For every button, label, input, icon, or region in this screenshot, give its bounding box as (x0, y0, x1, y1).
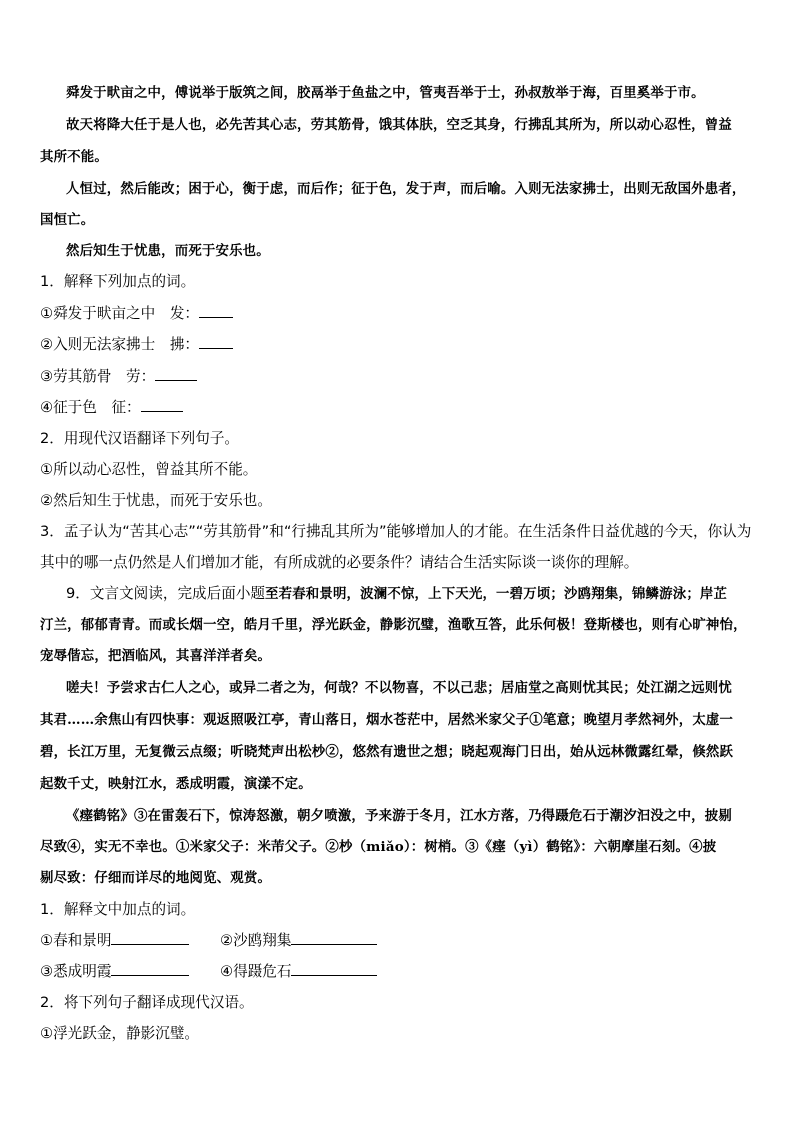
question2-item1: ①所以动心忍性，曾益其所不能。 (40, 461, 258, 478)
question3-line1: 3．孟子认为“苦其心志”“劳其筋骨”和“行拂乱其所为”能够增加人的才能。在生活条件日益优越的今天，你认为 (40, 523, 752, 540)
answer-blank[interactable] (111, 961, 189, 976)
question5-item1: ①浮光跃金，静影沉璧。 (40, 1025, 200, 1042)
passage1-para2-line1: 故天将降大任于是人也，必先苦其心志，劳其筋骨，饿其体肤，空乏其身，行拂乱其所为，所以动心忍性，曾益 (66, 117, 732, 133)
question4-title: 1．解释文中加点的词。 (40, 901, 196, 918)
passage2-line2: 汀兰，郁郁青青。而或长烟一空，皓月千里，浮光跃金，静影沉璧，渔歌互答，此乐何极！登斯楼也，则有心旷神怡， (40, 617, 747, 633)
question4-row1: ①春和景明 ②沙鸥翔集 (40, 929, 762, 950)
passage1-para2-line2: 其所不能。 (40, 149, 108, 165)
passage1-para3-line2: 国恒亡。 (40, 212, 95, 228)
passage1-para4: 然后知生于忧患，而死于安乐也。 (66, 243, 270, 259)
question4-row2: ③悉成明霞 ④得蹑危石 (40, 960, 762, 981)
passage2-line9-notes: 尽致④，实无不幸也。①米家父子：米芾父子。②杪（miǎo）：树梢。③《瘗（yì）鹤铭》：六朝摩崖石刻。④披 (40, 839, 717, 855)
question1-item2: ②入则无法家拂士 拂： (40, 333, 762, 354)
passage1-para3-line1: 人恒过，然后能改；困于心，衡于虑，而后作；征于色，发于声，而后喻。入则无法家拂士，出则无敌国外患者， (66, 181, 746, 197)
passage2-line8: 《瘗鹤铭》③在雷轰石下，惊涛怒激，朝夕喷激，予来游于冬月，江水方落，乃得蹑危石于潮汐汩没之中，披剔 (66, 808, 732, 824)
answer-blank[interactable] (291, 930, 377, 945)
section9-heading: 9．文言文阅读，完成后面小题 (66, 585, 266, 602)
answer-blank[interactable] (291, 961, 377, 976)
question3-line2: 其中的哪一点仍然是人们增加才能，有所成就的必要条件？请结合生活实际谈一谈你的理解。 (40, 554, 639, 571)
answer-blank[interactable] (199, 303, 233, 318)
question1-item4: ④征于色 征： (40, 396, 762, 417)
passage2-line6: 碧，长江万里，无复微云点缀；听晓梵声出松杪②，悠然有遗世之想；晓起观海门日出，始从远林微露红晕，倏然跃 (40, 744, 734, 760)
answer-blank[interactable] (155, 366, 197, 381)
question1-item1: ①舜发于畎亩之中 发： (40, 302, 762, 323)
passage2-line5: 其君……余焦山有四快事：观返照吸江亭，青山落日，烟水苍茫中，居然米家父子①笔意；晚望月孝然祠外，太虚一 (40, 712, 734, 728)
question1-item3: ③劳其筋骨 劳： (40, 365, 762, 386)
answer-blank[interactable] (141, 397, 183, 412)
answer-blank[interactable] (111, 930, 189, 945)
question2-title: 2．用现代汉语翻译下列句子。 (40, 430, 240, 447)
passage2-line3: 宠辱偕忘，把酒临风，其喜洋洋者矣。 (40, 648, 272, 664)
question1-title: 1．解释下列加点的词。 (40, 273, 196, 290)
answer-blank[interactable] (199, 334, 233, 349)
passage2-line10-notes: 剔尽致：仔细而详尽的地阅览、观赏。 (40, 870, 272, 886)
question2-item2: ②然后知生于忧患，而死于安乐也。 (40, 492, 272, 509)
passage2-line1: 9．文言文阅读，完成后面小题至若春和景明，波澜不惊，上下天光，一碧万顷；沙鸥翔集，锦鳞游泳；岸芷 (66, 585, 728, 602)
question5-title: 2．将下列句子翻译成现代汉语。 (40, 994, 254, 1011)
passage2-line4: 嗟夫！予尝求古仁人之心，或异二者之为，何哉？不以物喜，不以己悲；居庙堂之高则忧其民；处江湖之远则忧 (66, 680, 732, 696)
passage1-para1: 舜发于畎亩之中，傅说举于版筑之间，胶鬲举于鱼盐之中，管夷吾举于士，孙叔敖举于海，百里奚举于市。 (66, 85, 705, 101)
passage2-line7: 起数千丈，映射江水，悉成明霞，演漾不定。 (40, 776, 312, 792)
